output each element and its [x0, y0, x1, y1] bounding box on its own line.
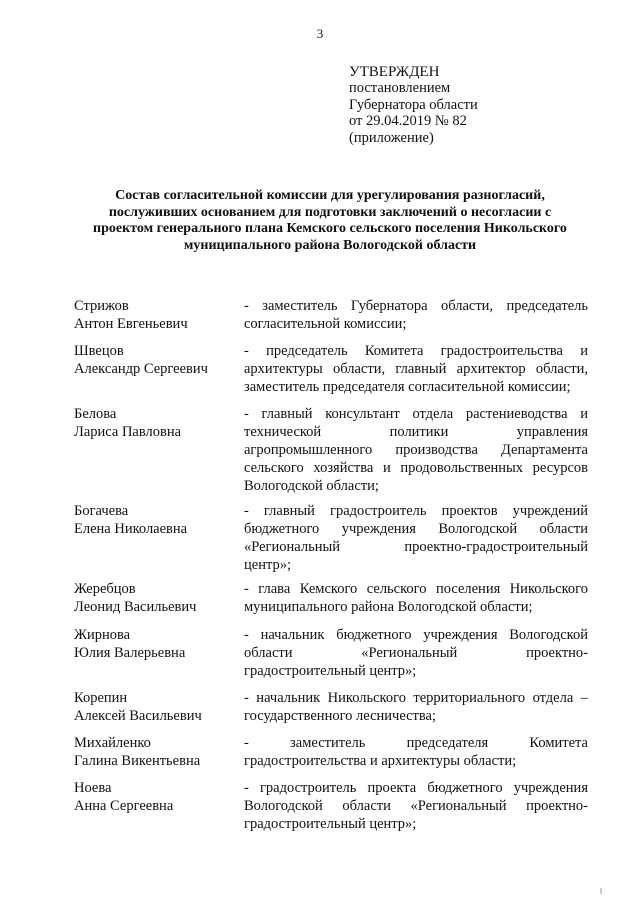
member-name	[74, 734, 234, 770]
member-given-name: Александр Сергеевич	[74, 361, 208, 377]
role-line: - градостроитель проекта бюджетного учреждения	[244, 780, 588, 796]
member-role	[244, 342, 588, 396]
role-line: - заместитель председателя Комитета	[244, 735, 588, 751]
member-name	[74, 297, 234, 333]
role-line: - заместитель Губернатора области, председатель	[244, 298, 588, 314]
role-line: муниципального района Вологодской области;	[244, 599, 533, 615]
role-line: архитектуры области, главный архитектор области,	[244, 361, 588, 377]
member-surname: Михайленко	[74, 735, 151, 751]
member-name	[74, 342, 234, 378]
member-given-name: Елена Николаевна	[74, 521, 188, 537]
member-name	[74, 502, 234, 538]
member-surname: Богачева	[74, 503, 129, 519]
title-line: проектом генерального плана Кемского сельского поселения Никольского	[93, 221, 567, 236]
role-line: центр»;	[244, 557, 291, 573]
role-line: заместитель председателя согласительной комиссии;	[244, 379, 571, 395]
member-given-name: Леонид Васильевич	[74, 599, 197, 615]
approval-line-appendix: (приложение)	[349, 129, 434, 146]
member-given-name: Анна Сергеевна	[74, 798, 174, 814]
member-surname: Жеребцов	[74, 581, 136, 597]
title-line: муниципального района Вологодской области	[183, 237, 477, 253]
member-role	[244, 779, 588, 833]
member-given-name: Антон Евгеньевич	[74, 316, 188, 332]
role-line: - председатель Комитета градостроительства и	[244, 343, 588, 359]
approval-stamp	[349, 64, 478, 146]
document-title	[60, 188, 600, 254]
member-surname: Стрижов	[74, 298, 129, 314]
member-name	[74, 626, 234, 662]
approval-line-resolution: постановлением	[349, 80, 451, 97]
approved-label: УТВЕРЖДЕН	[349, 64, 440, 80]
member-given-name: Галина Викентьевна	[74, 753, 201, 769]
member-surname: Белова	[74, 406, 117, 422]
title-line: послуживших основанием для подготовки заключений о несогласии с	[108, 204, 552, 220]
member-name	[74, 405, 234, 441]
member-role	[244, 689, 588, 725]
member-role	[244, 405, 588, 495]
member-name	[74, 689, 234, 725]
member-surname: Корепин	[74, 690, 128, 706]
role-line: - начальник бюджетного учреждения Вологодской	[244, 627, 588, 643]
role-line: государственного лесничества;	[244, 708, 437, 724]
approval-line-governor: Губернатора области	[349, 96, 478, 113]
member-role	[244, 502, 588, 574]
role-line: - глава Кемского сельского поселения Никольского	[244, 581, 588, 597]
role-line: «Региональный проектно-градостроительный	[244, 539, 588, 555]
role-line: Вологодской области;	[244, 478, 379, 494]
role-line: - главный градостроитель проектов учреждений	[244, 503, 588, 519]
role-line: градостроительный центр»;	[244, 816, 417, 832]
role-line: технической политики управления	[244, 424, 588, 440]
role-line: области «Региональный проектно-	[244, 645, 588, 661]
member-given-name: Юлия Валерьевна	[74, 645, 186, 661]
title-line: Состав согласительной комиссии для урегулирования разногласий,	[115, 188, 545, 203]
role-line: - начальник Никольского территориального отдела –	[244, 690, 588, 706]
role-line: согласительной комиссии;	[244, 316, 407, 332]
member-surname: Жирнова	[74, 627, 131, 643]
approval-line-date: от 29.04.2019 № 82	[349, 113, 467, 130]
scan-artifact	[600, 888, 602, 894]
member-role	[244, 580, 588, 616]
role-line: бюджетного учреждения Вологодской области	[244, 521, 588, 537]
member-role	[244, 297, 588, 333]
role-line: Вологодской области «Региональный проектно-	[244, 798, 588, 814]
member-role	[244, 626, 588, 680]
member-surname: Швецов	[74, 343, 124, 359]
member-role	[244, 734, 588, 770]
page-number: 3	[316, 26, 324, 41]
role-line: градостроительства и архитектуры области;	[244, 753, 517, 769]
member-name	[74, 779, 234, 815]
role-line: - главный консультант отдела растениеводства и	[244, 406, 588, 422]
role-line: агропромышленного производства Департамента	[244, 442, 588, 458]
member-surname: Ноева	[74, 780, 112, 796]
role-line: сельского хозяйства и продовольственных ресурсов	[244, 460, 588, 476]
role-line: градостроительный центр»;	[244, 663, 417, 679]
member-given-name: Алексей Васильевич	[74, 708, 202, 724]
member-given-name: Лариса Павловна	[74, 424, 182, 440]
member-name	[74, 580, 234, 616]
